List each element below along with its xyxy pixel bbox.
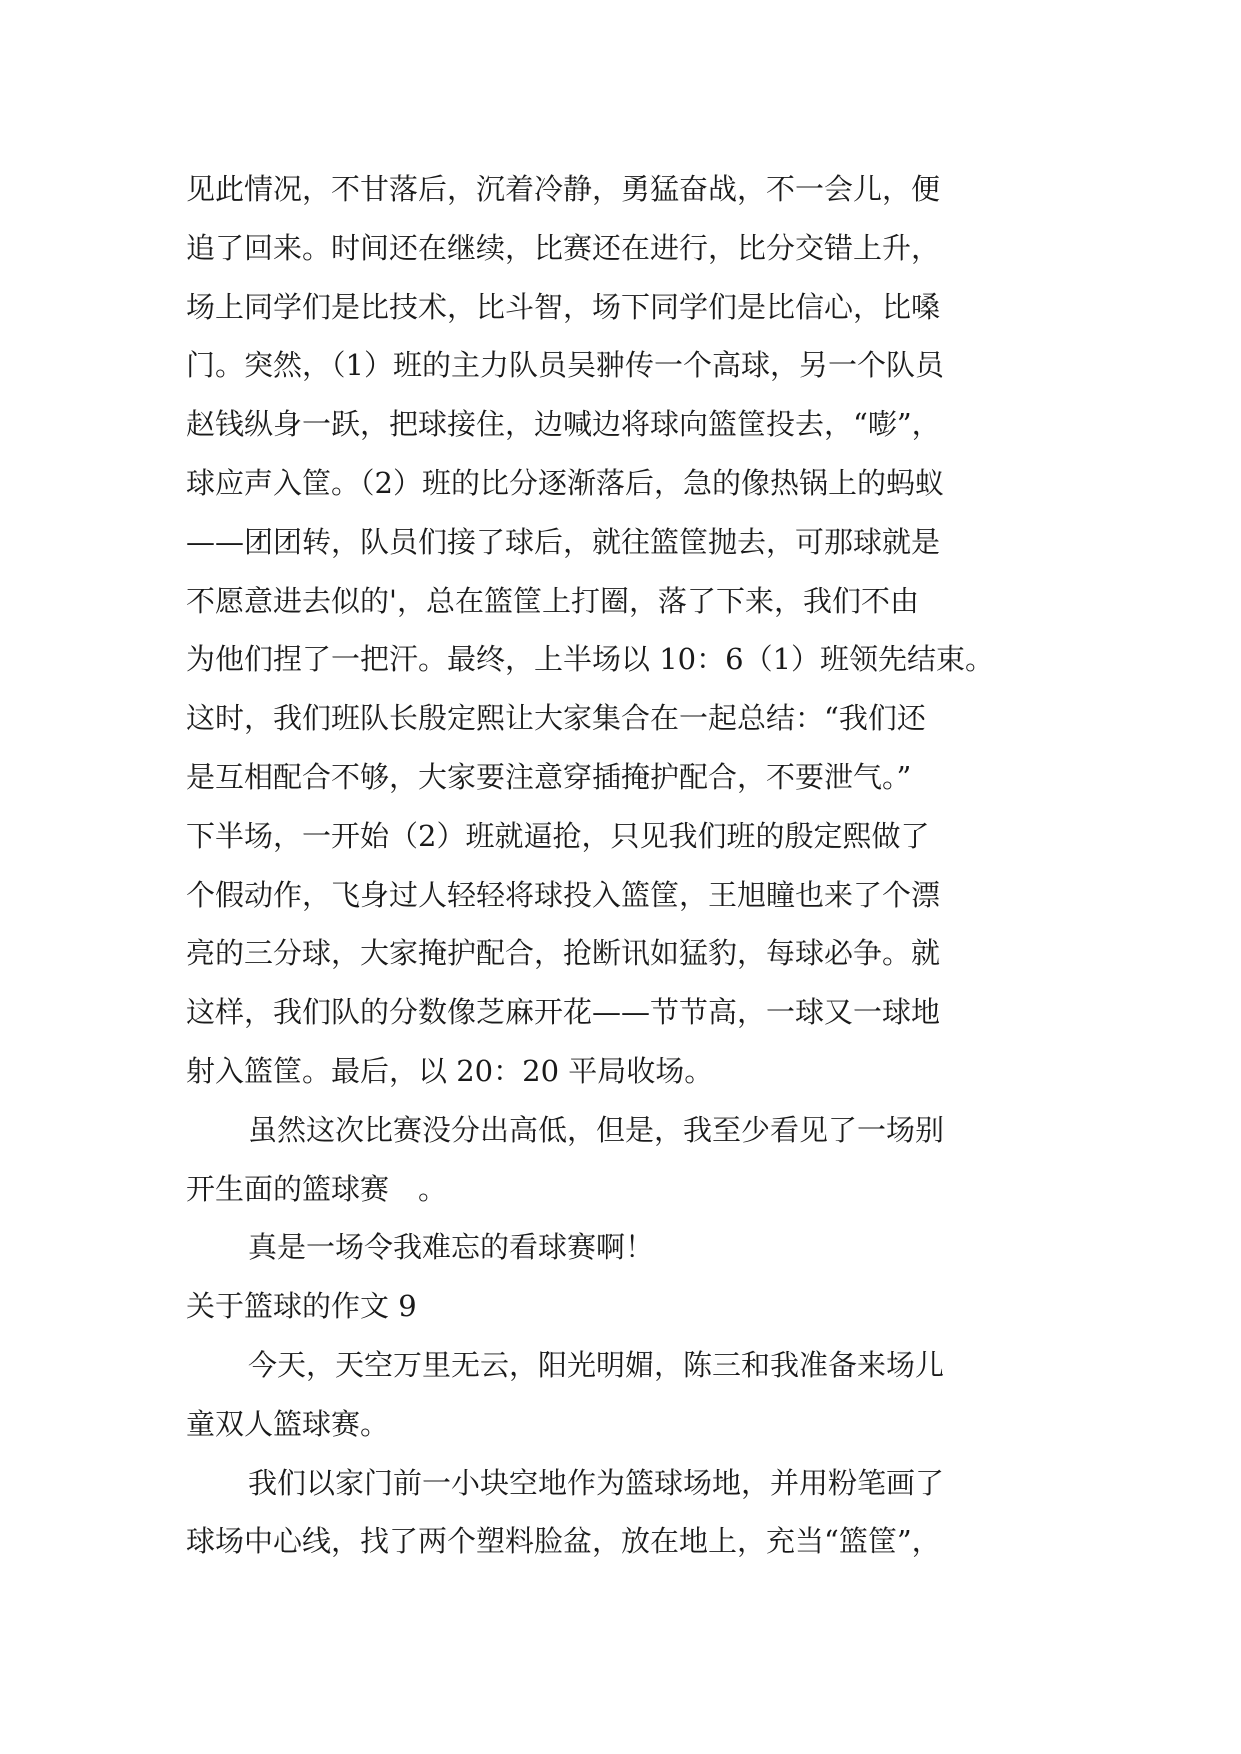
text-line: 赵钱纵身一跃，把球接住，边喊边将球向篮筐投去，“嘭”， [186, 407, 941, 442]
text-line: 场上同学们是比技术，比斗智，场下同学们是比信心，比嗓 [186, 289, 941, 324]
text-line: 见此情况，不甘落后，沉着冷静，勇猛奋战，不一会儿，便 [186, 172, 941, 206]
paragraph-court-setup [186, 1454, 1066, 1572]
text-line: 今天，天空万里无云，阳光明媚，陈三和我准备来场儿 [248, 1347, 945, 1382]
text-line: 门。突然，（1）班的主力队员吴翀传一个高球，另一个队员 [186, 348, 944, 383]
text-line: 是互相配合不够，大家要注意穿插掩护配合，不要泄气。” [186, 759, 912, 794]
body-text [186, 160, 1066, 1571]
text-line: 童双人篮球赛。 [186, 1406, 390, 1441]
essay-heading: 关于篮球的作文 9 [186, 1289, 417, 1324]
text-line: 个假动作，飞身过人轻轻将球投入篮筐，王旭瞳也来了个漂 [186, 877, 941, 912]
text-line: 真是一场令我难忘的看球赛啊！ [248, 1230, 655, 1265]
text-line: 为他们捏了一把汗。最终，上半场以 10：6（1）班领先结束。 [186, 642, 995, 677]
text-line: 下半场，一开始（2）班就逼抢，只见我们班的殷定熙做了 [186, 818, 930, 853]
text-line: 不愿意进去似的'，总在篮筐上打圈，落了下来，我们不由 [186, 583, 919, 618]
text-line: 虽然这次比赛没分出高低，但是，我至少看见了一场别 [248, 1112, 945, 1147]
text-line: 追了回来。时间还在继续，比赛还在进行，比分交错上升， [186, 230, 941, 265]
text-line: 亮的三分球，大家掩护配合，抢断讯如猛豹，每球必争。就 [186, 936, 941, 971]
text-line: 这时，我们班队长殷定熙让大家集合在一起总结：“我们还 [186, 701, 926, 736]
paragraph-conclusion [186, 1101, 1066, 1219]
text-line: 这样，我们队的分数像芝麻开花——节节高，一球又一球地 [186, 995, 941, 1030]
text-line: 开生面的篮球赛 。 [186, 1171, 448, 1206]
text-line: 球应声入筐。（2）班的比分逐渐落后，急的像热锅上的蚂蚁 [186, 465, 944, 500]
text-line: ——团团转，队员们接了球后，就往篮筐抛去，可那球就是 [186, 524, 941, 559]
text-line: 我们以家门前一小块空地作为篮球场地，并用粉笔画了 [248, 1465, 945, 1500]
text-line: 射入篮筐。最后，以 20：20 平局收场。 [186, 1053, 714, 1088]
paragraph-intro [186, 1336, 1066, 1454]
paragraph-game-account [186, 160, 1066, 1101]
paragraph-closing [186, 1218, 1066, 1277]
text-line: 球场中心线，找了两个塑料脸盆，放在地上，充当“篮筐”， [186, 1524, 941, 1559]
